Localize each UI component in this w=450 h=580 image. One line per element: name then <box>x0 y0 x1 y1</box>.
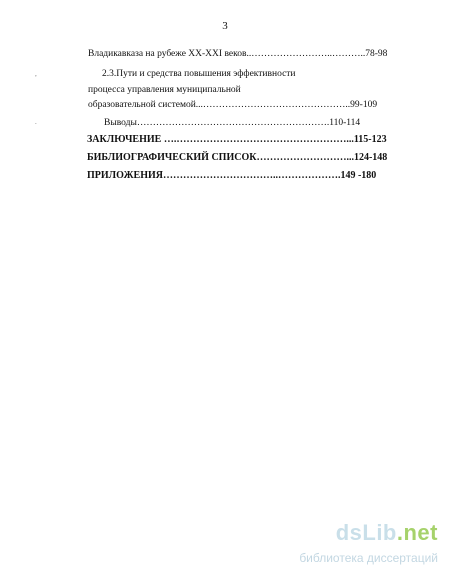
toc-line-conclusion: ЗАКЛЮЧЕНИЕ ….……………………………………………...115-123 <box>87 134 387 145</box>
toc-line-bibliography: БИБЛИОГРАФИЧЕСКИЙ СПИСОК………………………...124-148 <box>87 152 388 163</box>
watermark-caption: библиотека диссертаций <box>299 551 438 565</box>
toc-line-education-system: образовательной системой...………………………………………..99-109 <box>88 100 378 110</box>
watermark-logo-accent: .net <box>396 520 438 545</box>
watermark-logo-main: dsLib <box>335 520 397 545</box>
margin-mark: , <box>35 70 37 78</box>
toc-line-process: процесса управления муниципальной <box>88 85 241 95</box>
watermark <box>248 520 438 572</box>
toc-line-appendices: ПРИЛОЖЕНИЯ……………………………..……………….149 -180 <box>87 170 377 181</box>
toc-line-section-2-3: 2.3.Пути и средства повышения эффективности <box>102 69 296 79</box>
toc-line-conclusions: Выводы…………………………………………………….110-114 <box>104 118 361 128</box>
watermark-logo <box>336 520 438 546</box>
page-number: 3 <box>222 20 228 32</box>
margin-mark: . <box>35 118 37 126</box>
toc-line-vladikavkaz: Владикавказа на рубеже XX-XXI веков..……………………..………..78-98 <box>88 49 388 59</box>
